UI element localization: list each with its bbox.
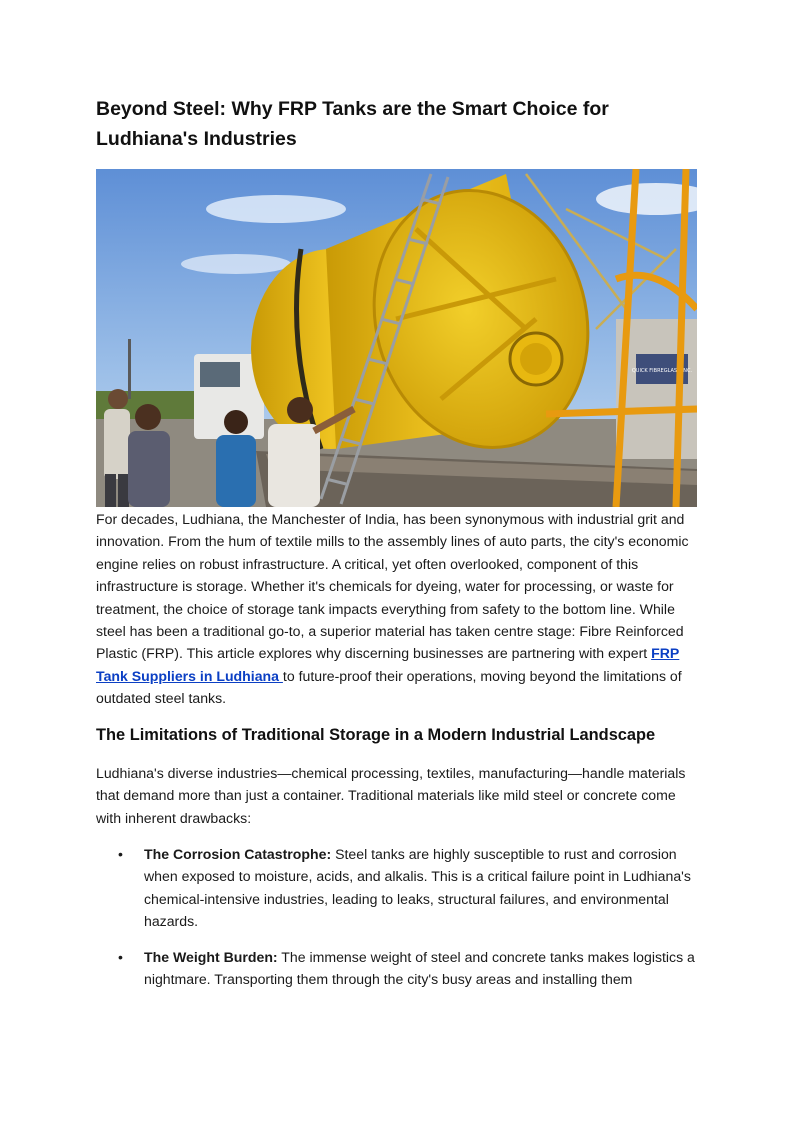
intro-text-end: to future-proof their operations, moving beyond the limitations of outdated steel tanks. (96, 667, 682, 707)
intro-text-start: For decades, Ludhiana, the Manchester of India, has been synonymous with industrial grit and innovation. From the hum of textile mills to the assembly lines of auto parts, the city's economic engine relies on robust infrastructure. A critical, yet often overlooked, component of this infrastructure is storage. Whether it's chemicals for dyeing, water for processing, or waste for treatment, the choice of storage tank impacts everything from safety to the bottom line. While steel has been a traditional go-to, a superior material has taken centre stage: Fibre Reinforced Plastic (FRP). This article explores why discerning businesses are partnering with expert (96, 511, 689, 662)
bullet-marker: • (118, 846, 123, 862)
bullet-text: Steel tanks are highly susceptible to rust and corrosion when exposed to moisture, acids, and alkalis. This is a critical failure point in Ludhiana's chemical-intensive industries, leading to leaks, structural failures, and environmental hazards. (144, 846, 691, 930)
bullet-title: The Corrosion Catastrophe: (144, 846, 332, 862)
company-sign-text: QUICK FIBREGLASS INC. (631, 368, 693, 374)
list-item (96, 843, 698, 933)
frp-tank-suppliers-link[interactable]: FRP Tank Suppliers in Ludhiana (96, 645, 680, 684)
article-title: Beyond Steel: Why FRP Tanks are the Smart Choice for Ludhiana's Industries (96, 98, 609, 150)
bullet-marker: • (118, 948, 123, 965)
limitations-list (96, 843, 698, 1003)
bullet-text: The immense weight of steel and concrete tanks makes logistics a nightmare. Transporting them through the city's busy areas and installing them (144, 948, 695, 988)
frp-tank-photo (96, 169, 697, 507)
intro-paragraph (96, 508, 698, 710)
section-heading: The Limitations of Traditional Storage in a Modern Industrial Landscape (96, 726, 656, 744)
list-item (96, 946, 698, 991)
bullet-title: The Weight Burden: (144, 948, 278, 965)
section-paragraph: Ludhiana's diverse industries—chemical processing, textiles, manufacturing—handle materials that demand more than just a container. Traditional materials like mild steel or concrete come with inherent drawbacks: (96, 765, 686, 826)
